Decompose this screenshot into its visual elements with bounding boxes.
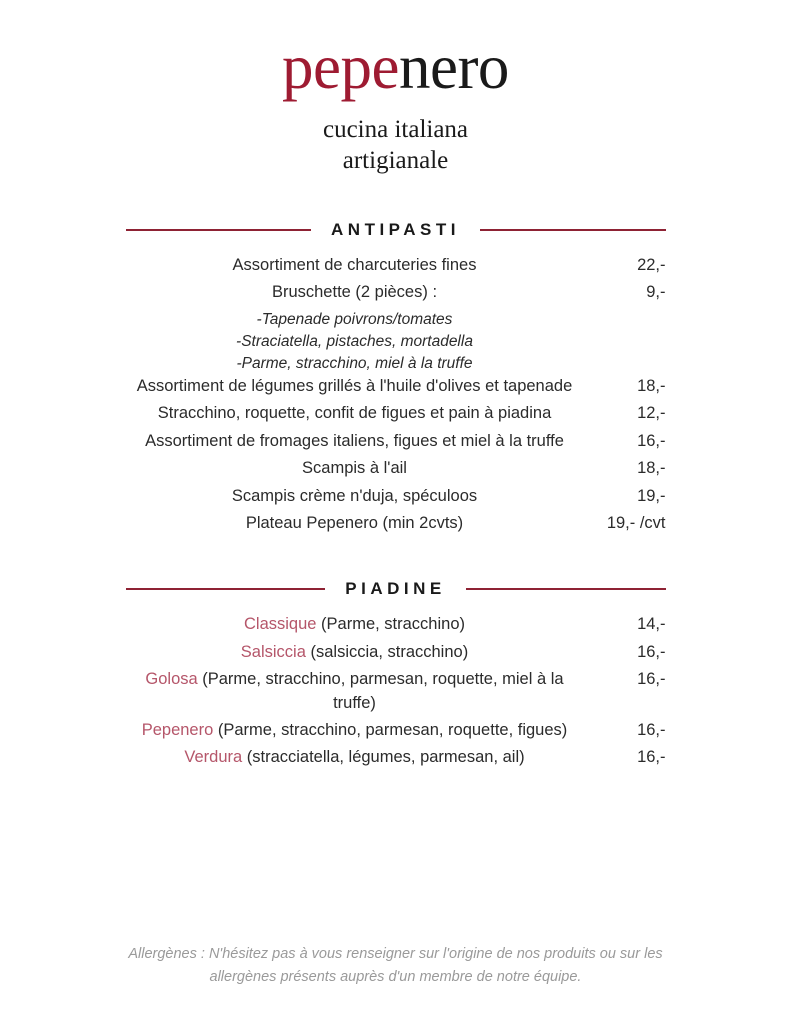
section-antipasti — [126, 220, 666, 535]
menu-item-price: 16,- — [637, 431, 666, 450]
dish-name: Verdura — [184, 748, 243, 767]
dish-description: (Parme, stracchino, parmesan, roquette, figues) — [213, 721, 568, 740]
brand-header — [0, 0, 791, 176]
menu-item-price: 22,- — [637, 256, 666, 274]
menu-subitem-row — [126, 353, 666, 375]
menu-item-name: Assortiment de légumes grillés à l'huile d'olives et tapenade — [136, 376, 573, 395]
menu-item-price: 14,- — [637, 615, 666, 634]
dish-name: Salsiccia — [240, 642, 306, 661]
menu-item-name: Stracchino, roquette, confit de figues et pain à piadina — [157, 404, 552, 423]
dish-description: (salsiccia, stracchino) — [305, 642, 469, 661]
menu-item-price: 19,- — [637, 486, 666, 505]
menu-item-name — [126, 641, 584, 664]
menu-item-row[interactable] — [126, 402, 666, 425]
menu-item-row[interactable] — [126, 668, 666, 715]
menu-item-row[interactable] — [126, 457, 666, 480]
dish-description: (Parme, stracchino, parmesan, roquette, miel à la truffe) — [197, 670, 564, 712]
menu-item-row[interactable] — [126, 641, 666, 664]
menu-item-name: Scampis crème n'duja, spéculoos — [231, 486, 478, 505]
dish-name: Pepenero — [141, 721, 214, 740]
menu-item-row[interactable] — [126, 746, 666, 769]
menu-item-row[interactable] — [126, 719, 666, 742]
section-title-piadine: PIADINE — [345, 579, 446, 599]
menu-item-price: 16,- — [637, 748, 666, 767]
menu-item-name: Assortiment de charcuteries fines — [232, 256, 477, 274]
divider-rule-left — [126, 588, 326, 590]
menu-item-price: 18,- — [637, 459, 666, 478]
restaurant-logo — [0, 32, 791, 102]
dish-name: Golosa — [145, 670, 198, 689]
menu-item-row[interactable] — [126, 485, 666, 508]
section-heading-antipasti — [126, 220, 666, 240]
menu-item-row[interactable] — [126, 512, 666, 535]
brand-tagline — [0, 115, 791, 176]
menu-item-price: 9,- — [646, 283, 666, 302]
menu-item-row[interactable] — [126, 254, 666, 277]
menu-item-name: Assortiment de fromages italiens, figues et miel à la truffe — [145, 431, 564, 450]
section-title-antipasti: ANTIPASTI — [331, 220, 460, 239]
menu-item-name — [126, 719, 584, 742]
section-heading-piadine — [126, 579, 666, 599]
menu-item-name — [126, 613, 584, 636]
divider-rule-right — [480, 229, 666, 231]
menu-item-row[interactable] — [126, 430, 666, 453]
menu-subitem-row — [126, 309, 666, 331]
menu-item-price: 16,- — [637, 670, 666, 689]
menu-subitem-name: -Tapenade poivrons/tomates — [256, 310, 453, 328]
tagline-line-2: artigianale — [342, 146, 449, 174]
menu-item-price: 18,- — [637, 376, 666, 395]
divider-rule-left — [126, 229, 312, 231]
menu-item-row[interactable] — [126, 375, 666, 398]
menu-item-price: 19,- /cvt — [606, 513, 666, 532]
piadine-item-list — [126, 613, 666, 770]
dish-description: (stracciatella, légumes, parmesan, ail) — [242, 748, 525, 767]
menu-item-price: 12,- — [637, 404, 666, 423]
antipasti-item-list — [126, 254, 666, 535]
divider-rule-right — [466, 588, 666, 590]
menu-item-row[interactable] — [126, 613, 666, 636]
tagline-line-1: cucina italiana — [322, 116, 469, 143]
menu-item-name — [126, 668, 584, 715]
menu-item-name: Scampis à l'ail — [302, 459, 407, 478]
menu-item-name: Plateau Pepenero (min 2cvts) — [245, 513, 464, 532]
dish-name: Classique — [243, 615, 317, 634]
menu-item-price: 16,- — [637, 721, 666, 740]
menu-subitem-row — [126, 331, 666, 353]
menu-subitem-name: -Straciatella, pistaches, mortadella — [236, 332, 473, 350]
menu-subitem-name: -Parme, stracchino, miel à la truffe — [236, 354, 473, 372]
menu-item-name — [126, 746, 584, 769]
allergen-note: Allergènes : N'hésitez pas à vous renseigner sur l'origine de nos produits ou sur les allergènes présents auprès d'un membre de notre équipe. — [128, 946, 663, 985]
menu-item-row[interactable] — [126, 281, 666, 304]
menu-item-name: Bruschette (2 pièces) : — [271, 283, 438, 302]
dish-description: (Parme, stracchino) — [316, 615, 465, 634]
logo-text-nero: nero — [398, 32, 509, 102]
menu-item-price: 16,- — [637, 642, 666, 661]
logo-text-pepe: pepe — [282, 32, 399, 102]
section-piadine — [126, 579, 666, 770]
